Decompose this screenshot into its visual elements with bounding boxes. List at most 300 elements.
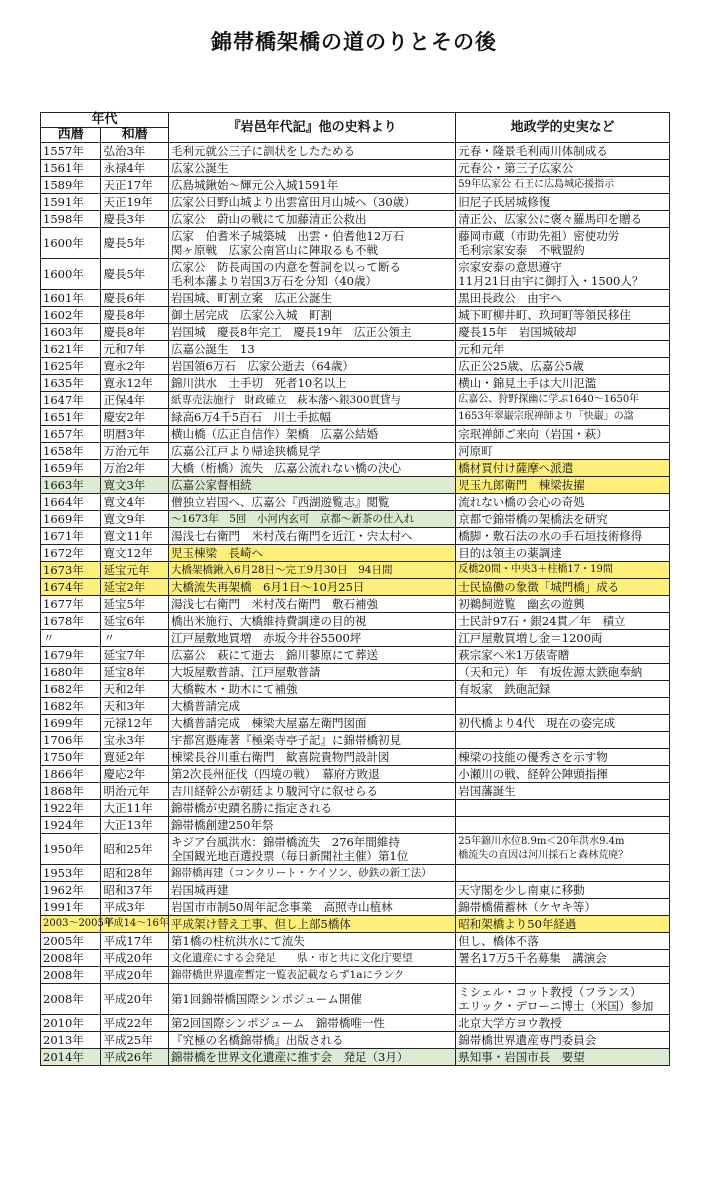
history-column-header: 『岩邑年代記』他の史料より <box>169 113 456 143</box>
table-row <box>41 834 670 865</box>
history-cell <box>169 1032 456 1049</box>
western-year-cell <box>41 460 101 477</box>
geo-cell <box>456 528 670 545</box>
geo-cell <box>456 664 670 681</box>
table-row <box>41 664 670 681</box>
history-cell <box>169 698 456 715</box>
western-year-cell-text: 1591年 <box>43 195 84 209</box>
western-year-cell-text: 1657年 <box>43 427 84 441</box>
table-row <box>41 409 670 426</box>
table-row <box>41 177 670 194</box>
japanese-year-cell <box>101 916 169 933</box>
geo-cell-text: 萩宗家へ米1万俵寄贈 <box>458 648 570 662</box>
western-year-cell <box>41 899 101 916</box>
japanese-year-cell <box>101 494 169 511</box>
history-cell-text: 広島城鍬始〜輝元公入城1591年 <box>171 178 339 192</box>
geo-cell-text: 清正公、広家公に褒々羅馬印を贈る <box>458 212 643 226</box>
western-year-cell-text: 1962年 <box>43 883 84 897</box>
japanese-year-cell <box>101 143 169 160</box>
geo-cell <box>456 143 670 160</box>
geo-cell <box>456 899 670 916</box>
japanese-year-cell <box>101 766 169 783</box>
geo-cell <box>456 477 670 494</box>
western-year-cell-text: 1659年 <box>43 461 84 475</box>
western-year-cell <box>41 228 101 259</box>
history-cell <box>169 545 456 562</box>
geo-cell-text: 北京大学方ヨウ教授 <box>458 1016 562 1030</box>
western-year-cell <box>41 967 101 984</box>
geo-cell-text: 橋脚・敷石法の水の手石垣技術修得 <box>458 529 643 543</box>
geo-cell-text: 旧尼子氏居城修復 <box>458 195 551 209</box>
geo-cell <box>456 1032 670 1049</box>
history-cell-text: 錦帯橋世界遺産暫定一覧表記載ならず1aにランク <box>171 969 405 981</box>
table-row <box>41 392 670 409</box>
geo-cell-text: 城下町柳井町、玖珂町等領民移住 <box>458 308 631 322</box>
history-cell <box>169 664 456 681</box>
western-year-cell <box>41 375 101 392</box>
western-year-cell-text: 1658年 <box>43 444 84 458</box>
western-year-cell <box>41 613 101 630</box>
geo-cell <box>456 800 670 817</box>
table-row <box>41 865 670 882</box>
geo-cell <box>456 630 670 647</box>
geo-cell <box>456 817 670 834</box>
japanese-year-cell-text: 元禄12年 <box>103 716 153 730</box>
history-cell-text: 紙専売法施行 財政確立 萩本藩へ銀300貫貸与 <box>171 394 402 406</box>
geo-cell <box>456 766 670 783</box>
western-year-cell <box>41 834 101 865</box>
japanese-year-cell <box>101 681 169 698</box>
japanese-year-cell-text: 慶長6年 <box>103 291 146 305</box>
western-year-cell-text: 1678年 <box>43 614 84 628</box>
geo-cell-text: 橋材買付け薩摩へ派遣 <box>458 461 574 475</box>
history-cell <box>169 307 456 324</box>
history-cell <box>169 800 456 817</box>
western-year-cell-text: 〃 <box>43 631 55 645</box>
history-cell <box>169 647 456 664</box>
western-year-cell <box>41 783 101 800</box>
history-cell-text: 広嘉公家督相続 <box>171 478 252 492</box>
western-year-cell <box>41 664 101 681</box>
history-cell <box>169 967 456 984</box>
geo-cell-text: 河原町 <box>458 444 493 458</box>
japanese-year-cell <box>101 211 169 228</box>
japanese-year-cell <box>101 596 169 613</box>
japanese-year-cell <box>101 800 169 817</box>
table-row <box>41 613 670 630</box>
western-year-cell <box>41 933 101 950</box>
japanese-year-cell-text: 平成26年 <box>103 1050 153 1064</box>
history-cell <box>169 341 456 358</box>
japanese-year-cell-text: 天和3年 <box>103 699 146 713</box>
western-year-cell <box>41 882 101 899</box>
western-year-cell <box>41 194 101 211</box>
geo-cell-text: 慶長15年 岩国城破却 <box>458 325 577 339</box>
geo-cell-text: 黒田長政公 由宇へ <box>458 291 562 305</box>
western-year-cell-text: 1651年 <box>43 410 84 424</box>
western-year-cell-text: 1602年 <box>43 308 84 322</box>
geo-cell-text: 京都で錦帯橋の架橋法を研究 <box>458 512 608 526</box>
western-year-cell <box>41 341 101 358</box>
geo-cell-text: 宗家安泰の意思遵守 <box>458 260 562 274</box>
japanese-year-cell <box>101 933 169 950</box>
japanese-year-cell-text: 平成22年 <box>103 1016 153 1030</box>
japanese-year-cell <box>101 194 169 211</box>
geo-cell <box>456 443 670 460</box>
western-year-cell <box>41 647 101 664</box>
history-cell-text: 横山橋（広正自信作）架橋 広嘉公結婚 <box>171 427 379 441</box>
western-year-cell-text: 1621年 <box>43 342 84 356</box>
geo-cell-text: 広嘉公、狩野探幽に学ぶ1640〜1650年 <box>458 394 640 405</box>
table-row <box>41 562 670 579</box>
history-cell <box>169 834 456 865</box>
geo-cell <box>456 177 670 194</box>
history-cell <box>169 749 456 766</box>
history-cell <box>169 1015 456 1032</box>
history-cell <box>169 562 456 579</box>
japanese-year-cell <box>101 545 169 562</box>
western-year-cell-text: 2013年 <box>43 1033 84 1047</box>
geo-cell <box>456 211 670 228</box>
table-row <box>41 1032 670 1049</box>
japanese-year-cell <box>101 1032 169 1049</box>
history-cell <box>169 511 456 528</box>
geo-cell-text: 岩国藩誕生 <box>458 784 516 798</box>
history-cell-text: 錦帯橋を世界文化遺産に推す会 発足（3月） <box>171 1050 409 1064</box>
western-year-cell-text: 1682年 <box>43 699 84 713</box>
history-cell <box>169 950 456 967</box>
japanese-year-cell <box>101 358 169 375</box>
history-cell <box>169 443 456 460</box>
geo-cell-text: 県知事・岩国市長 要望 <box>458 1050 585 1064</box>
history-cell <box>169 613 456 630</box>
history-cell-text: 棟梁長谷川重右衛門 歓喜院貴物門設計図 <box>171 750 390 764</box>
japanese-year-cell <box>101 732 169 749</box>
japanese-year-cell <box>101 511 169 528</box>
history-cell-text: 江戸屋敷地買増 赤坂今井谷5500坪 <box>171 631 362 645</box>
history-cell <box>169 865 456 882</box>
geo-cell <box>456 562 670 579</box>
geo-cell <box>456 749 670 766</box>
geo-cell <box>456 783 670 800</box>
geo-cell-text-2: 橋流失の直因は河川採石と森林荒廃？ <box>458 850 629 861</box>
geo-cell-text: 25年錦川水位8.9m＜20年洪水9.4m <box>458 836 625 847</box>
western-year-cell-text: 1589年 <box>43 178 84 192</box>
history-cell-text: 大坂屋敷普請、江戸屋敷普請 <box>171 665 321 679</box>
japanese-year-cell-text: 慶長5年 <box>103 267 146 281</box>
western-year-cell <box>41 426 101 443</box>
western-year-cell <box>41 290 101 307</box>
geo-cell <box>456 933 670 950</box>
western-year-cell-text: 1706年 <box>43 733 84 747</box>
western-year-cell <box>41 1032 101 1049</box>
western-year-cell <box>41 259 101 290</box>
history-cell-text: 岩国市市制50周年記念事業 高照寺山植林 <box>171 900 393 914</box>
japanese-year-cell-text: 明治元年 <box>103 784 150 798</box>
history-cell <box>169 211 456 228</box>
history-cell-text: 岩国城、町割立案 広正公誕生 <box>171 291 333 305</box>
western-year-cell-text: 2003〜2005年 <box>43 918 114 929</box>
history-cell-text: 宇都宮遯庵著『極楽寺亭子記』に錦帯橋初見 <box>171 733 402 747</box>
western-year-cell-text: 1625年 <box>43 359 84 373</box>
western-year-cell-text: 1950年 <box>43 842 84 856</box>
western-year-cell-text: 1922年 <box>43 801 84 815</box>
western-year-cell-text: 1663年 <box>43 478 84 492</box>
western-year-cell <box>41 143 101 160</box>
table-row <box>41 443 670 460</box>
table-row <box>41 1015 670 1032</box>
western-year-cell <box>41 211 101 228</box>
history-cell-text: 『究極の名橋錦帯橋』出版される <box>171 1033 344 1047</box>
geo-cell <box>456 494 670 511</box>
history-cell-text: 文化遺産にする会発足 県・市と共に文化庁要望 <box>171 952 413 964</box>
japanese-year-cell-text: 万治2年 <box>103 461 146 475</box>
japanese-year-cell-text: 明暦3年 <box>103 427 146 441</box>
history-cell-text: キジア台風洪水：錦帯橋流失 276年間維持 <box>171 835 400 849</box>
history-cell-text: 広嘉公誕生 13 <box>171 342 255 356</box>
western-year-cell-text: 2008年 <box>43 951 84 965</box>
japanese-year-cell <box>101 426 169 443</box>
japanese-year-cell-text: 延宝2年 <box>103 580 146 594</box>
western-year-cell-text: 1600年 <box>43 236 84 250</box>
japanese-year-cell <box>101 562 169 579</box>
western-year-cell <box>41 562 101 579</box>
history-cell <box>169 899 456 916</box>
japanese-year-cell <box>101 715 169 732</box>
japanese-year-cell-text: 慶応2年 <box>103 767 146 781</box>
western-year-cell <box>41 443 101 460</box>
western-year-cell-text: 2014年 <box>43 1050 84 1064</box>
geo-cell-text: 錦帯橋備蓄林（ケヤキ等） <box>458 900 597 914</box>
geo-cell-text: 初代橋より4代 現在の姿完成 <box>458 716 616 730</box>
geo-cell <box>456 307 670 324</box>
japanese-year-cell-text: 平成20年 <box>103 951 153 965</box>
japanese-year-cell-text: 昭和28年 <box>103 866 153 880</box>
geo-cell <box>456 341 670 358</box>
western-year-cell-text: 1601年 <box>43 291 84 305</box>
geo-cell-text: 元春・隆景毛利両川体制成る <box>458 144 608 158</box>
western-year-cell-text: 1677年 <box>43 597 84 611</box>
western-year-cell <box>41 409 101 426</box>
geo-cell-text: 但し、橋体不落 <box>458 934 539 948</box>
geo-cell-text-2: 毛利宗家安泰 不戦盟約 <box>458 243 585 257</box>
table-row <box>41 698 670 715</box>
history-cell <box>169 596 456 613</box>
geo-cell <box>456 409 670 426</box>
japanese-year-cell-text: 元和7年 <box>103 342 146 356</box>
table-row <box>41 511 670 528</box>
history-cell <box>169 766 456 783</box>
history-cell-text: 錦帯橋創建250年祭 <box>171 818 274 832</box>
japanese-year-cell <box>101 228 169 259</box>
japanese-year-cell <box>101 460 169 477</box>
table-row <box>41 160 670 177</box>
history-cell <box>169 460 456 477</box>
japanese-year-cell <box>101 307 169 324</box>
history-cell-text: 広家公日野山城より出雲富田月山城へ（30歳） <box>171 195 416 209</box>
table-row <box>41 579 670 596</box>
history-cell-text: 広嘉公江戸より帰途狭橋見学 <box>171 444 321 458</box>
western-year-cell-text: 1647年 <box>43 393 84 407</box>
table-row <box>41 766 670 783</box>
geo-cell <box>456 259 670 290</box>
japanese-year-cell <box>101 177 169 194</box>
table-row <box>41 596 670 613</box>
history-cell-text-2: 毛利本藩より岩国3万石を分知（40歳） <box>171 274 377 288</box>
western-year-cell-text: 1557年 <box>43 144 84 158</box>
history-cell <box>169 259 456 290</box>
western-year-cell <box>41 766 101 783</box>
geo-cell-text: 流れない橋の会心の奇処 <box>458 495 585 509</box>
geo-cell-text: 錦帯橋世界遺産専門委員会 <box>458 1033 597 1047</box>
geo-column-header: 地政学的史実など <box>456 113 670 143</box>
western-year-cell <box>41 511 101 528</box>
western-year-cell-text: 1669年 <box>43 512 84 526</box>
table-row <box>41 358 670 375</box>
history-cell-text: 広家公 防長両国の内意を誓詞を以って断る <box>171 260 402 274</box>
western-year-cell <box>41 528 101 545</box>
history-cell-text: 湯浅七右衛門 米村茂右衛門 敷石補強 <box>171 597 379 611</box>
japanese-year-cell <box>101 579 169 596</box>
japanese-year-cell-text: 慶長8年 <box>103 308 146 322</box>
geo-cell <box>456 375 670 392</box>
geo-cell-text: 棟梁の技能の優秀さを示す物 <box>458 750 608 764</box>
japanese-year-cell <box>101 984 169 1015</box>
western-year-cell-text: 1868年 <box>43 784 84 798</box>
history-cell-text: 緑高6万4千5百石 川土手拡幅 <box>171 410 331 424</box>
geo-cell <box>456 160 670 177</box>
geo-cell-text: 署名17万5千名募集 講演会 <box>458 951 607 965</box>
western-year-cell-text: 2008年 <box>43 992 84 1006</box>
western-year-cell <box>41 817 101 834</box>
geo-cell <box>456 1015 670 1032</box>
western-year-cell <box>41 749 101 766</box>
geo-cell-text: 宗珉禅師ご来向（岩国・萩） <box>458 427 608 441</box>
geo-cell-text: 広正公25歳、広嘉公5歳 <box>458 359 584 373</box>
history-cell <box>169 228 456 259</box>
western-year-cell-text: 1699年 <box>43 716 84 730</box>
geo-cell <box>456 579 670 596</box>
history-cell-text-2: 全国観光地百選投票（毎日新聞社主催）第1位 <box>171 849 409 863</box>
geo-cell <box>456 916 670 933</box>
table-row <box>41 341 670 358</box>
geo-cell <box>456 681 670 698</box>
western-year-cell-text: 1953年 <box>43 866 84 880</box>
history-cell-text: 湯浅七右衛門 米村茂右衛門を近江・宍太村へ <box>171 529 413 543</box>
history-cell <box>169 160 456 177</box>
history-cell <box>169 177 456 194</box>
history-cell <box>169 916 456 933</box>
japanese-year-cell-text: 平成17年 <box>103 934 153 948</box>
geo-cell <box>456 324 670 341</box>
history-cell <box>169 194 456 211</box>
history-cell <box>169 681 456 698</box>
history-cell <box>169 290 456 307</box>
history-table <box>40 112 670 1066</box>
history-cell-text: 僧独立岩国へ、広嘉公『西湖遊覧志』閲覧 <box>171 495 390 509</box>
table-row <box>41 194 670 211</box>
history-cell <box>169 528 456 545</box>
japanese-year-header: 和暦 <box>101 128 169 143</box>
western-year-cell-text: 1664年 <box>43 495 84 509</box>
japanese-year-cell-text: 寛文11年 <box>103 529 153 543</box>
japanese-year-cell <box>101 477 169 494</box>
history-cell <box>169 783 456 800</box>
geo-cell-text: 59年広家公 石王に広島城応援指示 <box>458 179 615 190</box>
geo-cell-text: 江戸屋敷買増し金＝1200両 <box>458 631 603 645</box>
history-cell <box>169 817 456 834</box>
history-cell-text: 広嘉公 萩にて逝去 錦川蓼原にて葬送 <box>171 648 379 662</box>
geo-cell <box>456 698 670 715</box>
history-cell-text: 大橋鞍木・助木にて補強 <box>171 682 298 696</box>
japanese-year-cell-text: 平成14〜16年 <box>103 918 169 929</box>
japanese-year-cell-text: 慶長3年 <box>103 212 146 226</box>
table-row <box>41 259 670 290</box>
western-year-cell <box>41 1015 101 1032</box>
japanese-year-cell-text: 寛文4年 <box>103 495 146 509</box>
western-year-cell-text: 2010年 <box>43 1016 84 1030</box>
western-year-cell-text: 1750年 <box>43 750 84 764</box>
history-cell <box>169 933 456 950</box>
japanese-year-cell <box>101 259 169 290</box>
history-cell <box>169 477 456 494</box>
western-year-cell-text: 1673年 <box>43 563 84 577</box>
table-row <box>41 916 670 933</box>
history-cell-text: 第2回国際シンポジューム 錦帯橋唯一性 <box>171 1016 385 1030</box>
table-row <box>41 800 670 817</box>
history-cell <box>169 494 456 511</box>
japanese-year-cell <box>101 1049 169 1066</box>
japanese-year-cell <box>101 817 169 834</box>
history-cell-text: 吉川経幹公が朝廷より駿河守に叙せらる <box>171 784 379 798</box>
history-cell <box>169 358 456 375</box>
japanese-year-cell <box>101 950 169 967</box>
table-row <box>41 630 670 647</box>
table-row <box>41 681 670 698</box>
geo-cell <box>456 228 670 259</box>
history-cell-text: 第2次長州征伐（四境の戦） 幕府方敗退 <box>171 767 380 781</box>
history-cell-text: 大橋架橋鍬入6月28日〜完工9月30日 94日間 <box>171 564 393 576</box>
western-year-cell-text: 1600年 <box>43 267 84 281</box>
western-year-cell <box>41 950 101 967</box>
table-row <box>41 307 670 324</box>
history-cell-text: 岩国城 慶長8年完工 慶長19年 広正公領主 <box>171 325 412 339</box>
history-cell-text: 〜1673年 5回 小河内玄可 京都〜新茶の仕入れ <box>171 513 415 525</box>
history-cell-text-2: 関ヶ原戦 広家公南宮山に陣取るも不戦 <box>171 243 379 257</box>
western-year-cell <box>41 160 101 177</box>
japanese-year-cell <box>101 392 169 409</box>
history-cell-text: 岩国領6万石 広家公逝去（64歳） <box>171 359 354 373</box>
western-year-header: 西暦 <box>41 128 101 143</box>
history-cell-text: 平成架け替え工事、但し上部5橋体 <box>171 917 351 931</box>
western-year-cell-text: 1680年 <box>43 665 84 679</box>
japanese-year-cell-text: 〃 <box>103 631 115 645</box>
japanese-year-cell-text: 天正19年 <box>103 195 153 209</box>
western-year-cell <box>41 579 101 596</box>
geo-cell-text: 目的は領主の薬調達 <box>458 546 562 560</box>
geo-cell-text: 藤岡市蔵（市助先祖）密使功労 <box>458 229 620 243</box>
japanese-year-cell-text: 寛永12年 <box>103 376 153 390</box>
japanese-year-cell <box>101 613 169 630</box>
history-cell-text: 大橋普請完成 棟梁大屋嘉左衛門図面 <box>171 716 367 730</box>
japanese-year-cell <box>101 341 169 358</box>
geo-cell <box>456 834 670 865</box>
history-cell-text: 第1橋の柱杭洪水にて流失 <box>171 934 305 948</box>
western-year-cell-text: 2005年 <box>43 934 84 948</box>
japanese-year-cell <box>101 749 169 766</box>
table-row <box>41 477 670 494</box>
history-cell-text: 大橋流失再架橋 6月1日〜10月25日 <box>171 580 365 594</box>
